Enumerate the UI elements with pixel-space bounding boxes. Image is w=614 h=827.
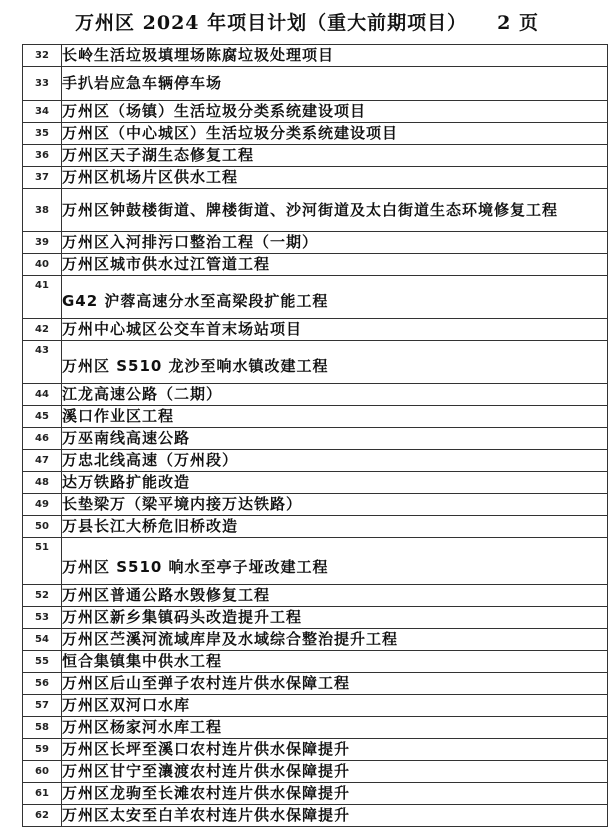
row-number: 59 (23, 739, 62, 761)
row-number: 55 (23, 651, 62, 673)
table-row (23, 585, 608, 607)
project-name: 江龙高速公路（二期） (62, 384, 608, 406)
project-name: 达万铁路扩能改造 (62, 472, 608, 494)
project-name: 万州区 S510 响水至亭子垭改建工程 (62, 538, 608, 585)
table-row (23, 673, 608, 695)
row-number: 41 (23, 276, 62, 319)
project-name: 万州区双河口水库 (62, 695, 608, 717)
table-row (23, 341, 608, 384)
row-number: 33 (23, 67, 62, 101)
table-row (23, 607, 608, 629)
table-row (23, 406, 608, 428)
row-number: 52 (23, 585, 62, 607)
table-row (23, 739, 608, 761)
project-name: 溪口作业区工程 (62, 406, 608, 428)
row-number: 35 (23, 123, 62, 145)
row-number: 58 (23, 717, 62, 739)
table-row (23, 232, 608, 254)
row-number: 32 (23, 45, 62, 67)
project-name: 万州区（场镇）生活垃圾分类系统建设项目 (62, 101, 608, 123)
project-name: 万州区甘宁至瀼渡农村连片供水保障提升 (62, 761, 608, 783)
project-name: G42 沪蓉高速分水至高梁段扩能工程 (62, 276, 608, 319)
row-number: 39 (23, 232, 62, 254)
project-name: 恒合集镇集中供水工程 (62, 651, 608, 673)
row-number: 36 (23, 145, 62, 167)
row-number: 54 (23, 629, 62, 651)
project-table (22, 44, 608, 827)
project-name: 万州区机场片区供水工程 (62, 167, 608, 189)
project-name: 万州区后山至弹子农村连片供水保障工程 (62, 673, 608, 695)
project-name: 万州区太安至白羊农村连片供水保障提升 (62, 805, 608, 827)
project-name: 万州区普通公路水毁修复工程 (62, 585, 608, 607)
row-number: 46 (23, 428, 62, 450)
project-name: 万州区城市供水过江管道工程 (62, 254, 608, 276)
table-row (23, 761, 608, 783)
page-title (0, 8, 614, 35)
table-row (23, 428, 608, 450)
row-number: 38 (23, 189, 62, 232)
table-row (23, 123, 608, 145)
row-number: 49 (23, 494, 62, 516)
project-name: 万州区杨家河水库工程 (62, 717, 608, 739)
table-row (23, 45, 608, 67)
project-name: 万州区天子湖生态修复工程 (62, 145, 608, 167)
table-row (23, 695, 608, 717)
row-number: 62 (23, 805, 62, 827)
table-row (23, 189, 608, 232)
table-row (23, 783, 608, 805)
row-number: 47 (23, 450, 62, 472)
table-row (23, 101, 608, 123)
project-name: 万忠北线高速（万州段） (62, 450, 608, 472)
project-name: 长岭生活垃圾填埋场陈腐垃圾处理项目 (62, 45, 608, 67)
table-row (23, 254, 608, 276)
table-row (23, 494, 608, 516)
table-row (23, 717, 608, 739)
page-label: 2 页 (497, 12, 539, 34)
table-row (23, 276, 608, 319)
table-row (23, 319, 608, 341)
row-number: 34 (23, 101, 62, 123)
row-number: 51 (23, 538, 62, 585)
table-row (23, 67, 608, 101)
project-name: 万州区（中心城区）生活垃圾分类系统建设项目 (62, 123, 608, 145)
table-row (23, 384, 608, 406)
table-row (23, 167, 608, 189)
project-name: 万州区入河排污口整治工程（一期） (62, 232, 608, 254)
project-name: 万州区新乡集镇码头改造提升工程 (62, 607, 608, 629)
row-number: 40 (23, 254, 62, 276)
table-row (23, 538, 608, 585)
table-row (23, 629, 608, 651)
row-number: 56 (23, 673, 62, 695)
row-number: 48 (23, 472, 62, 494)
project-name: 万州区长坪至溪口农村连片供水保障提升 (62, 739, 608, 761)
table-row (23, 450, 608, 472)
project-name: 万州中心城区公交车首末场站项目 (62, 319, 608, 341)
table-row (23, 516, 608, 538)
row-number: 53 (23, 607, 62, 629)
project-name: 万州区龙驹至长滩农村连片供水保障提升 (62, 783, 608, 805)
project-name: 万县长江大桥危旧桥改造 (62, 516, 608, 538)
row-number: 42 (23, 319, 62, 341)
table-row (23, 805, 608, 827)
table-row (23, 472, 608, 494)
project-name: 万州区钟鼓楼街道、牌楼街道、沙河街道及太白街道生态环境修复工程 (62, 189, 608, 232)
project-name: 长垫梁万（梁平境内接万达铁路） (62, 494, 608, 516)
row-number: 37 (23, 167, 62, 189)
project-name: 手扒岩应急车辆停车场 (62, 67, 608, 101)
row-number: 44 (23, 384, 62, 406)
project-name: 万州区 S510 龙沙至响水镇改建工程 (62, 341, 608, 384)
title-text: 万州区 2024 年项目计划（重大前期项目） (75, 12, 468, 34)
row-number: 57 (23, 695, 62, 717)
row-number: 61 (23, 783, 62, 805)
row-number: 60 (23, 761, 62, 783)
row-number: 45 (23, 406, 62, 428)
table-row (23, 145, 608, 167)
table-row (23, 651, 608, 673)
project-name: 万巫南线高速公路 (62, 428, 608, 450)
row-number: 43 (23, 341, 62, 384)
row-number: 50 (23, 516, 62, 538)
project-name: 万州区苎溪河流域库岸及水域综合整治提升工程 (62, 629, 608, 651)
project-table-body (23, 45, 608, 827)
